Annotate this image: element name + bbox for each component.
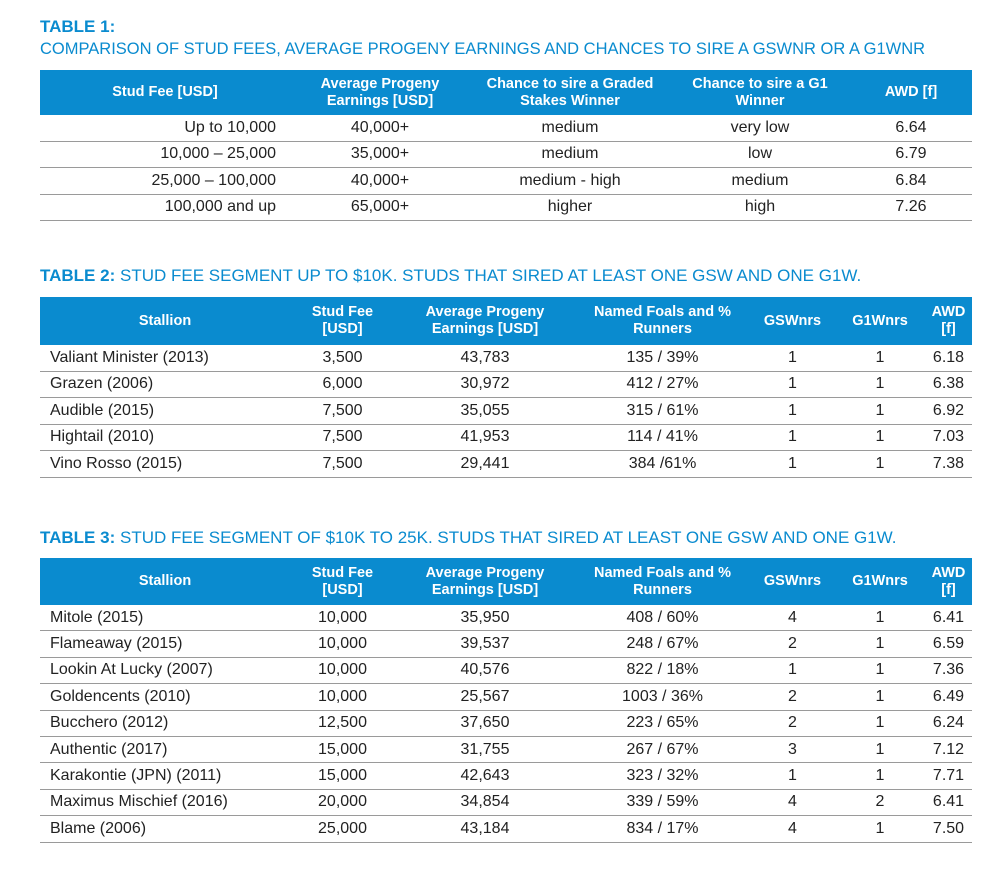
- table3-cell: 1: [750, 657, 835, 683]
- table3-cell: 10,000: [290, 631, 395, 657]
- table3-header: Stud Fee [USD]: [290, 558, 395, 605]
- table1-cell: 6.79: [850, 141, 972, 168]
- table3-cell: 6.59: [925, 631, 972, 657]
- table2-cell: 1: [835, 424, 925, 451]
- table2-row: [40, 424, 972, 451]
- table2-cell: 3,500: [290, 345, 395, 371]
- table2-cell: Hightail (2010): [40, 424, 290, 451]
- table2-cell: 30,972: [395, 371, 575, 398]
- table2-cell: 412 / 27%: [575, 371, 750, 398]
- table3-cell: Maximus Mischief (2016): [40, 789, 290, 815]
- table3-cell: Bucchero (2012): [40, 710, 290, 736]
- table2: [40, 297, 972, 478]
- table3-cell: 2: [750, 631, 835, 657]
- table3-cell: 12,500: [290, 710, 395, 736]
- table1-header: Chance to sire a G1 Winner: [670, 70, 850, 115]
- table1-header-row: [40, 70, 972, 115]
- table3-cell: 1: [835, 605, 925, 631]
- table3-cell: 25,000: [290, 816, 395, 842]
- table1: [40, 70, 972, 221]
- table3-row: [40, 605, 972, 631]
- table3: [40, 558, 972, 843]
- table3-header: Stallion: [40, 558, 290, 605]
- table2-title: TABLE 2: STUD FEE SEGMENT UP TO $10K. STUDS THAT SIRED AT LEAST ONE GSW AND ONE G1W.: [40, 266, 862, 285]
- table1-cell: medium: [470, 115, 670, 141]
- table2-cell: 1: [750, 451, 835, 478]
- table3-header-row: [40, 558, 972, 605]
- table3-cell: 267 / 67%: [575, 736, 750, 762]
- table3-cell: 223 / 65%: [575, 710, 750, 736]
- table3-cell: 1: [835, 710, 925, 736]
- table3-cell: 4: [750, 605, 835, 631]
- table1-cell: 6.64: [850, 115, 972, 141]
- table1-cell: very low: [670, 115, 850, 141]
- table3-cell: 1: [835, 736, 925, 762]
- table2-cell: 35,055: [395, 398, 575, 425]
- table1-cell: 40,000+: [290, 168, 470, 195]
- table3-header: GSWnrs: [750, 558, 835, 605]
- table3-cell: 15,000: [290, 736, 395, 762]
- table2-header: Stud Fee [USD]: [290, 297, 395, 345]
- table3-cell: 34,854: [395, 789, 575, 815]
- table3-row: [40, 816, 972, 842]
- table1-cell: medium: [470, 141, 670, 168]
- table2-cell: 29,441: [395, 451, 575, 478]
- table2-header: G1Wnrs: [835, 297, 925, 345]
- table3-cell: 6.41: [925, 789, 972, 815]
- table1-row: [40, 168, 972, 195]
- table3-cell: 39,537: [395, 631, 575, 657]
- table3-cell: 248 / 67%: [575, 631, 750, 657]
- table3-row: [40, 789, 972, 815]
- table2-cell: 1: [835, 345, 925, 371]
- table2-cell: 1: [750, 424, 835, 451]
- table3-cell: 20,000: [290, 789, 395, 815]
- table1-cell: 65,000+: [290, 194, 470, 221]
- table3-cell: 42,643: [395, 763, 575, 789]
- table2-header: Stallion: [40, 297, 290, 345]
- table2-cell: Valiant Minister (2013): [40, 345, 290, 371]
- table1-row: [40, 194, 972, 221]
- table3-cell: 15,000: [290, 763, 395, 789]
- table3-cell: 7.12: [925, 736, 972, 762]
- table3-cell: 7.71: [925, 763, 972, 789]
- table3-cell: 10,000: [290, 605, 395, 631]
- table2-cell: 1: [750, 345, 835, 371]
- table3-cell: 2: [835, 789, 925, 815]
- table3-cell: 6.49: [925, 684, 972, 710]
- table3-cell: 4: [750, 789, 835, 815]
- table2-cell: 1: [835, 398, 925, 425]
- table3-row: [40, 631, 972, 657]
- table1-header: Stud Fee [USD]: [40, 70, 290, 115]
- table3-cell: 1: [835, 631, 925, 657]
- table1-cell: 40,000+: [290, 115, 470, 141]
- table3-cell: Authentic (2017): [40, 736, 290, 762]
- table3-cell: 40,576: [395, 657, 575, 683]
- table1-cell: medium: [670, 168, 850, 195]
- table3-cell: 25,567: [395, 684, 575, 710]
- table3-row: [40, 684, 972, 710]
- table2-row: [40, 398, 972, 425]
- table2-cell: 1: [835, 371, 925, 398]
- table3-cell: 2: [750, 710, 835, 736]
- table2-row: [40, 451, 972, 478]
- table2-cell: 1: [835, 451, 925, 478]
- table3-title: TABLE 3: STUD FEE SEGMENT OF $10K TO 25K. STUDS THAT SIRED AT LEAST ONE GSW AND ONE G1W.: [40, 528, 897, 547]
- table2-cell: 315 / 61%: [575, 398, 750, 425]
- table1-cell: 7.26: [850, 194, 972, 221]
- table3-cell: 3: [750, 736, 835, 762]
- table2-cell: 7.38: [925, 451, 972, 478]
- table3-cell: 1: [835, 657, 925, 683]
- table2-cell: Audible (2015): [40, 398, 290, 425]
- table1-title: TABLE 1:: [40, 17, 116, 36]
- table2-cell: 43,783: [395, 345, 575, 371]
- table3-cell: 10,000: [290, 684, 395, 710]
- table3-row: [40, 657, 972, 683]
- table1-cell: 6.84: [850, 168, 972, 195]
- table2-row: [40, 371, 972, 398]
- table1-row: [40, 141, 972, 168]
- table2-cell: 6,000: [290, 371, 395, 398]
- table3-cell: 6.41: [925, 605, 972, 631]
- table3-cell: 1: [835, 763, 925, 789]
- table2-header-row: [40, 297, 972, 345]
- table3-row: [40, 710, 972, 736]
- table2-cell: 1: [750, 371, 835, 398]
- table3-cell: 834 / 17%: [575, 816, 750, 842]
- table3-cell: 1: [835, 816, 925, 842]
- table1-subtitle: COMPARISON OF STUD FEES, AVERAGE PROGENY EARNINGS AND CHANCES TO SIRE A GSWNR OR A G1WNR: [40, 40, 926, 58]
- table3-cell: Blame (2006): [40, 816, 290, 842]
- table1-cell: 100,000 and up: [40, 194, 290, 221]
- table2-cell: 7,500: [290, 451, 395, 478]
- table3-cell: 7.50: [925, 816, 972, 842]
- table2-cell: 135 / 39%: [575, 345, 750, 371]
- table3-cell: 1003 / 36%: [575, 684, 750, 710]
- table2-header: Average Progeny Earnings [USD]: [395, 297, 575, 345]
- table3-cell: 7.36: [925, 657, 972, 683]
- table1-cell: medium - high: [470, 168, 670, 195]
- table2-header: AWD [f]: [925, 297, 972, 345]
- table3-row: [40, 736, 972, 762]
- table2-cell: 7,500: [290, 424, 395, 451]
- table3-cell: 323 / 32%: [575, 763, 750, 789]
- table2-cell: 6.38: [925, 371, 972, 398]
- table3-cell: 822 / 18%: [575, 657, 750, 683]
- table1-header: Chance to sire a Graded Stakes Winner: [470, 70, 670, 115]
- table1-cell: 35,000+: [290, 141, 470, 168]
- table2-cell: 114 / 41%: [575, 424, 750, 451]
- table2-cell: 1: [750, 398, 835, 425]
- table1-row: [40, 115, 972, 141]
- table3-cell: 1: [750, 763, 835, 789]
- table3-header: AWD [f]: [925, 558, 972, 605]
- table3-cell: 6.24: [925, 710, 972, 736]
- table3-cell: 37,650: [395, 710, 575, 736]
- table3-header: Average Progeny Earnings [USD]: [395, 558, 575, 605]
- table3-cell: Goldencents (2010): [40, 684, 290, 710]
- table3-cell: Mitole (2015): [40, 605, 290, 631]
- table1-header: AWD [f]: [850, 70, 972, 115]
- table2-cell: 6.18: [925, 345, 972, 371]
- table1-cell: 10,000 – 25,000: [40, 141, 290, 168]
- table2-cell: 7,500: [290, 398, 395, 425]
- table2-cell: 41,953: [395, 424, 575, 451]
- table3-cell: 1: [835, 684, 925, 710]
- table2-cell: 6.92: [925, 398, 972, 425]
- table3-cell: 339 / 59%: [575, 789, 750, 815]
- table2-cell: Vino Rosso (2015): [40, 451, 290, 478]
- table3-cell: 408 / 60%: [575, 605, 750, 631]
- table3-header: Named Foals and % Runners: [575, 558, 750, 605]
- table3-cell: Karakontie (JPN) (2011): [40, 763, 290, 789]
- table1-cell: higher: [470, 194, 670, 221]
- table1-cell: 25,000 – 100,000: [40, 168, 290, 195]
- table3-cell: 43,184: [395, 816, 575, 842]
- table3-row: [40, 763, 972, 789]
- table3-cell: 10,000: [290, 657, 395, 683]
- table2-header: GSWnrs: [750, 297, 835, 345]
- table2-header: Named Foals and % Runners: [575, 297, 750, 345]
- table3-cell: 4: [750, 816, 835, 842]
- table1-cell: low: [670, 141, 850, 168]
- table2-cell: 7.03: [925, 424, 972, 451]
- table1-header: Average Progeny Earnings [USD]: [290, 70, 470, 115]
- table3-cell: 31,755: [395, 736, 575, 762]
- table2-row: [40, 345, 972, 371]
- table3-header: G1Wnrs: [835, 558, 925, 605]
- table1-cell: high: [670, 194, 850, 221]
- table3-cell: Flameaway (2015): [40, 631, 290, 657]
- table3-cell: 35,950: [395, 605, 575, 631]
- table3-cell: Lookin At Lucky (2007): [40, 657, 290, 683]
- table2-cell: Grazen (2006): [40, 371, 290, 398]
- table3-cell: 2: [750, 684, 835, 710]
- table2-cell: 384 /61%: [575, 451, 750, 478]
- table1-cell: Up to 10,000: [40, 115, 290, 141]
